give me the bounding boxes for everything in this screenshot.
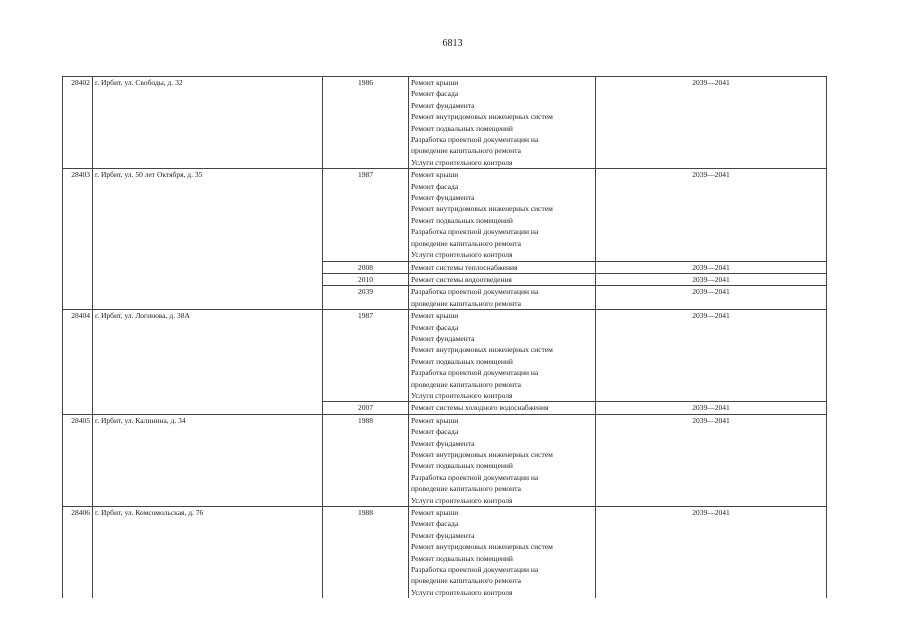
work-item: Ремонт внутридомовых инженерных систем: [411, 345, 553, 355]
work-item: Ремонт подвальных помещений: [411, 553, 513, 563]
works-cell: [409, 414, 596, 506]
works-cell: [409, 310, 596, 402]
work-item: Ремонт системы водоотведения: [411, 274, 512, 284]
table-row: [63, 414, 827, 506]
work-item: Услуги строительного контроля: [411, 587, 513, 597]
work-item: Ремонт внутридомовых инженерных систем: [411, 204, 553, 214]
work-item: Услуги строительного контроля: [411, 390, 513, 400]
work-item: Услуги строительного контроля: [411, 157, 513, 167]
work-item: Ремонт системы теплоснабжения: [411, 262, 518, 272]
object-address-cell: г. Ирбит, ул. Комсомольская, д. 76: [93, 507, 323, 599]
work-item: Ремонт фасада: [411, 519, 459, 529]
works-cell: [409, 273, 596, 285]
work-item: Разработка проектной документации на: [411, 287, 539, 297]
work-item: Услуги строительного контроля: [411, 250, 513, 260]
object-id-cell: 28404: [63, 310, 93, 415]
works-cell: [409, 261, 596, 273]
work-item: Ремонт крыши: [411, 78, 459, 87]
capital-repair-table: [62, 76, 827, 598]
year-cell: 1987: [323, 310, 409, 402]
table-row: [63, 507, 827, 599]
work-item: проведение капитального ремонта: [411, 379, 521, 389]
year-cell: 2010: [323, 273, 409, 285]
work-item: Разработка проектной документации на: [411, 227, 539, 237]
year-cell: 2039: [323, 286, 409, 310]
works-cell: [409, 286, 596, 310]
works-cell: [409, 77, 596, 169]
work-item: проведение капитального ремонта: [411, 238, 521, 248]
works-cell: [409, 402, 596, 414]
work-item: Ремонт крыши: [411, 170, 459, 180]
work-item: Ремонт фасада: [411, 427, 459, 437]
work-item: Разработка проектной документации на: [411, 472, 539, 482]
period-cell: 2039—2041: [596, 414, 827, 506]
year-cell: 1987: [323, 169, 409, 261]
period-cell: 2039—2041: [596, 286, 827, 310]
work-item: Ремонт крыши: [411, 415, 459, 425]
work-item: проведение капитального ремонта: [411, 576, 521, 586]
work-item: Ремонт подвальных помещений: [411, 461, 513, 471]
table-row: [63, 77, 827, 169]
work-item: проведение капитального ремонта: [411, 298, 521, 308]
works-cell: [409, 169, 596, 261]
table-row: [63, 169, 827, 261]
work-item: Разработка проектной документации на: [411, 135, 539, 145]
object-id-cell: 28402: [63, 77, 93, 169]
period-cell: 2039—2041: [596, 169, 827, 261]
year-cell: 1988: [323, 507, 409, 599]
work-item: Ремонт внутридомовых инженерных систем: [411, 112, 553, 122]
work-item: Ремонт фасада: [411, 89, 459, 99]
year-cell: 1988: [323, 414, 409, 506]
object-address-cell: г. Ирбит, ул. Логинова, д. 38А: [93, 310, 323, 415]
period-cell: 2039—2041: [596, 261, 827, 273]
works-cell: [409, 507, 596, 599]
work-item: Услуги строительного контроля: [411, 495, 513, 505]
work-item: Ремонт внутридомовых инженерных систем: [411, 542, 553, 552]
work-item: Ремонт фундамента: [411, 530, 475, 540]
work-item: Ремонт фундамента: [411, 193, 475, 203]
period-cell: 2039—2041: [596, 507, 827, 599]
work-item: Разработка проектной документации на: [411, 565, 539, 575]
year-cell: 2007: [323, 402, 409, 414]
work-item: Ремонт фундамента: [411, 333, 475, 343]
work-item: Ремонт фасада: [411, 322, 459, 332]
work-item: Ремонт фундамента: [411, 100, 475, 110]
period-cell: 2039—2041: [596, 273, 827, 285]
work-item: Ремонт крыши: [411, 311, 459, 321]
work-item: Ремонт крыши: [411, 508, 459, 518]
period-cell: 2039—2041: [596, 310, 827, 402]
table-body: [63, 77, 827, 599]
work-item: Ремонт подвальных помещений: [411, 215, 513, 225]
work-item: Ремонт внутридомовых инженерных систем: [411, 450, 553, 459]
object-address-cell: г. Ирбит, ул. Свободы, д. 32: [93, 77, 323, 169]
work-item: Ремонт фасада: [411, 181, 459, 191]
work-item: проведение капитального ремонта: [411, 484, 521, 494]
year-cell: 1986: [323, 77, 409, 169]
object-address-cell: г. Ирбит, ул. Калинина, д. 34: [93, 414, 323, 506]
object-address-cell: г. Ирбит, ул. 50 лет Октября, д. 35: [93, 169, 323, 310]
object-id-cell: 28405: [63, 414, 93, 506]
work-item: Ремонт подвальных помещений: [411, 123, 513, 133]
period-cell: 2039—2041: [596, 402, 827, 414]
object-id-cell: 28406: [63, 507, 93, 599]
table-row: [63, 310, 827, 402]
work-item: Ремонт системы холодного водоснабжения: [411, 403, 549, 413]
work-item: Разработка проектной документации на: [411, 368, 539, 378]
work-item: Ремонт подвальных помещений: [411, 356, 513, 366]
period-cell: 2039—2041: [596, 77, 827, 169]
year-cell: 2008: [323, 261, 409, 273]
page-number: 6813: [442, 38, 463, 49]
work-item: Ремонт фундамента: [411, 438, 475, 448]
work-item: проведение капитального ремонта: [411, 146, 521, 156]
object-id-cell: 28403: [63, 169, 93, 310]
